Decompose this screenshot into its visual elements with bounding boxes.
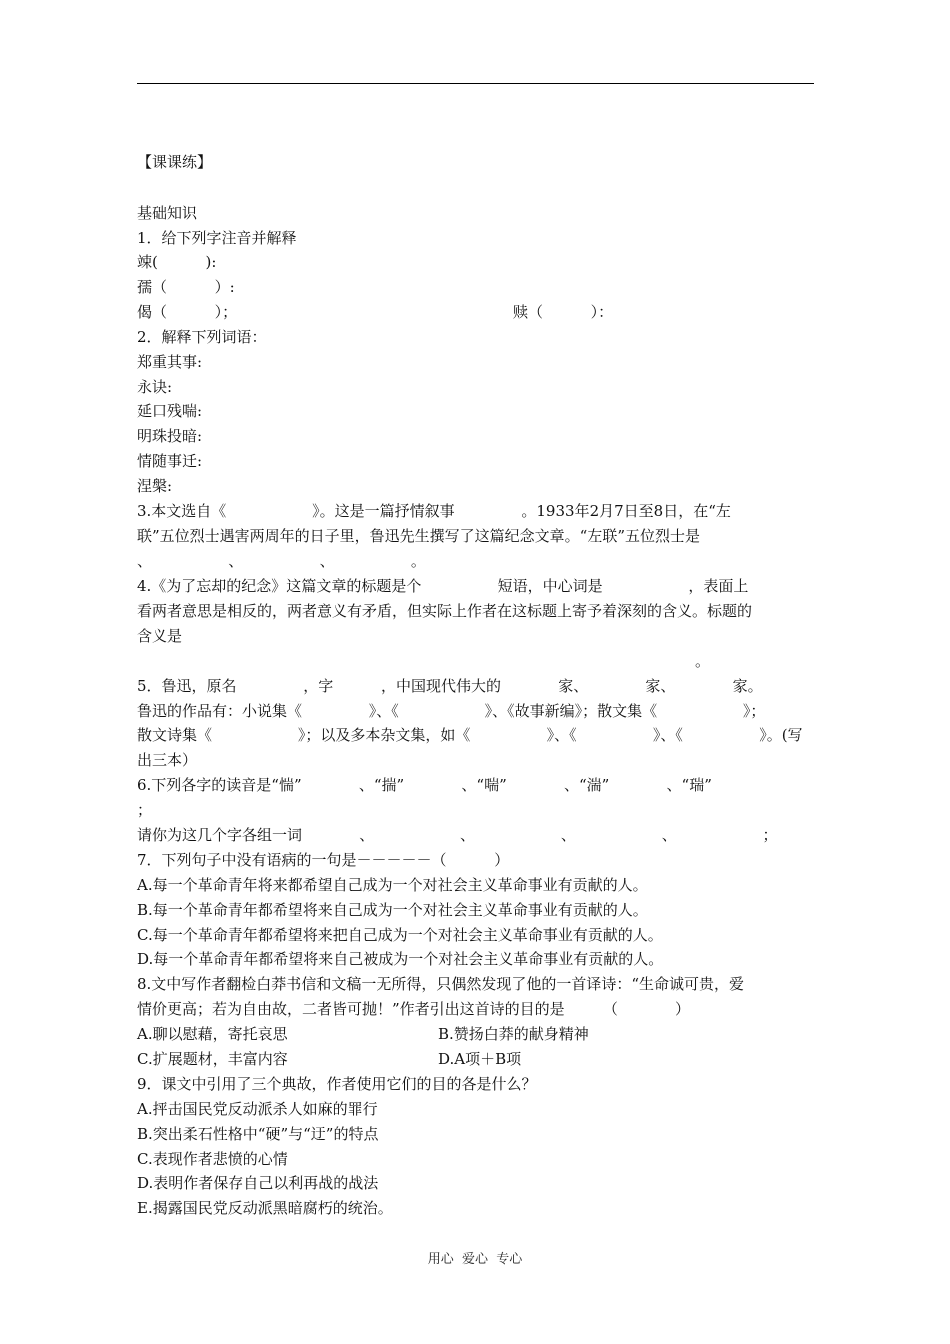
q8-option-b: B.赞扬白莽的献身精神 [438,1025,589,1043]
q2-term: 延口残喘: [137,402,203,420]
q7-stem: 7．下列句子中没有语病的一句是－－－－－（ ） [137,851,510,869]
q9-option: C.表现作者悲愤的心情 [137,1150,288,1168]
q5-line: 出三本） [137,751,198,769]
q9-option: E.揭露国民党反动派黑暗腐朽的统治。 [137,1199,393,1217]
q4-end-mark: 。 [695,652,711,670]
q9-option: B.突出柔石性格中“硬”与“迂”的特点 [137,1125,379,1143]
q1-stem: 1．给下列字注音并解释 [137,229,297,247]
q2-term: 郑重其事: [137,353,203,371]
q2-term: 涅槃: [137,477,173,495]
q5-line: 散文诗集《 》；以及多本杂文集，如《 》、《 》、《 》。(写 [137,726,803,744]
q1-item-b: 孺（ ）: [137,278,235,296]
q8-option-a: A.聊以慰藉，寄托哀思 [137,1025,288,1043]
q8-option-c: C.扩展题材，丰富内容 [137,1050,288,1068]
q8-line: 8.文中写作者翻检白莽书信和文稿一无所得，只偶然发现了他的一首译诗：“生命诚可贵，爱 [137,975,744,993]
q3-line: 、 、 、 。 [137,552,426,570]
page-footer: 用心 爱心 专心 [427,1252,523,1267]
q2-term: 情随事迁: [137,452,203,470]
q1-item-d: 赎（ ）： [513,303,614,321]
q1-item-a: 竦( ): [137,253,217,271]
q5-line: 鲁迅的作品有：小说集《 》、《 》、《故事新编》；散文集《 》； [137,702,766,720]
q2-stem: 2．解释下列词语： [137,328,267,346]
q3-line: 3.本文选自《 》。这是一篇抒情叙事 。1933年2月7日至8日，在“左 [137,502,731,520]
q1-item-c: 偈（ ）； [137,303,238,321]
q8-line: 情价更高；若为自由故，二者皆可抛！”作者引出这首诗的目的是 （ ） [137,1000,691,1018]
section-title: 【课课练】 [137,153,213,171]
q7-option: A.每一个革命青年将来都希望自己成为一个对社会主义革命事业有贡献的人。 [137,876,648,894]
q6-line: 请你为这几个字各组一词 、 、 、 、 ； [137,826,778,844]
q6-line: ； [137,801,153,819]
q4-line: 4.《为了忘却的纪念》这篇文章的标题是个 短语，中心词是 ，表面上 [137,577,749,595]
q9-option: A.抨击国民党反动派杀人如麻的罪行 [137,1100,378,1118]
q9-stem: 9．课文中引用了三个典故，作者使用它们的目的各是什么？ [137,1075,537,1093]
q4-line: 看两者意思是相反的，两者意义有矛盾，但实际上作者在这标题上寄予着深刻的含义。标题的 [137,602,753,620]
q7-option: C.每一个革命青年都希望将来把自己成为一个对社会主义革命事业有贡献的人。 [137,926,663,944]
q3-line: 联”五位烈士遇害两周年的日子里，鲁迅先生撰写了这篇纪念文章。“左联”五位烈士是 [137,527,701,545]
q7-option: B.每一个革命青年都希望将来自己成为一个对社会主义革命事业有贡献的人。 [137,901,648,919]
q8-option-d: D.A项＋B项 [438,1050,522,1068]
q5-line: 5．鲁迅，原名 ，字 ，中国现代伟大的 家、 家、 家。 [137,677,763,695]
subtitle: 基础知识 [137,204,198,222]
q9-option: D.表明作者保存自己以利再战的战法 [137,1174,379,1192]
header-rule [137,83,814,84]
q2-term: 明珠投暗: [137,427,203,445]
q6-line: 6.下列各字的读音是“惴” 、“揣” 、“喘” 、“湍” 、“瑞” [137,776,712,794]
q2-term: 永诀: [137,378,173,396]
q4-line: 含义是 [137,627,183,645]
q7-option: D.每一个革命青年都希望将来自己被成为一个对社会主义革命事业有贡献的人。 [137,950,664,968]
